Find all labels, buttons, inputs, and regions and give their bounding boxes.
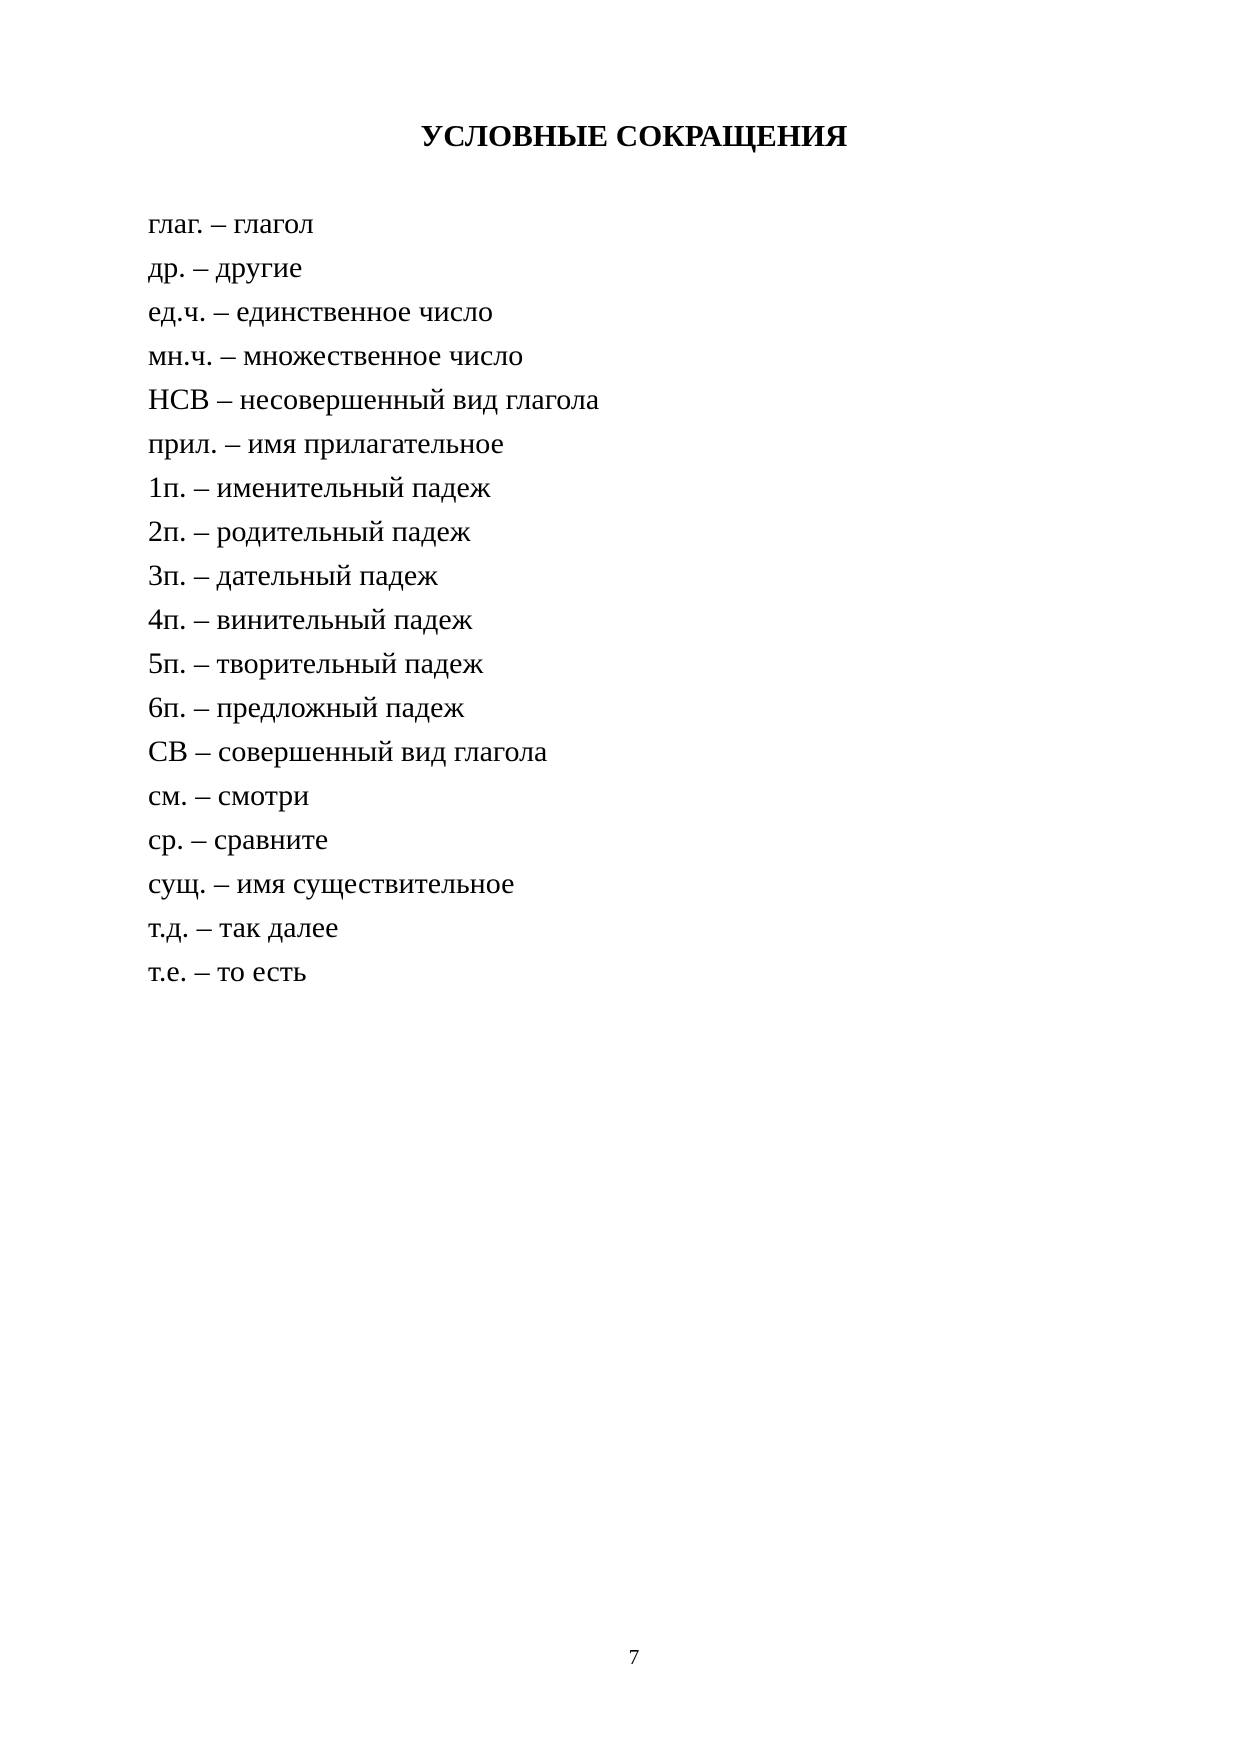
list-item: ед.ч. – единственное число [148,295,494,328]
list-item: глаг. – глагол [148,207,314,240]
list-item: 1п. – именительный падеж [148,471,491,504]
list-item: мн.ч. – множественное число [148,339,524,372]
list-item: 3п. – дательный падеж [148,559,438,592]
list-item: 4п. – винительный падеж [148,603,473,636]
page-title: УСЛОВНЫЕ СОКРАЩЕНИЯ [420,118,848,153]
list-item: 2п. – родительный падеж [148,515,471,548]
list-item: 5п. – творительный падеж [148,647,484,680]
page-number: 7 [628,1645,640,1669]
list-item: НСВ – несовершенный вид глагола [148,383,600,416]
list-item: сущ. – имя существительное [148,867,515,900]
list-item: т.е. – то есть [148,955,307,988]
list-item: т.д. – так далее [148,911,339,944]
list-item: 6п. – предложный падеж [148,691,465,724]
list-item: др. – другие [148,251,303,284]
list-item: СВ – совершенный вид глагола [148,735,548,768]
abbreviation-list [148,202,599,994]
list-item: прил. – имя прилагательное [148,427,504,460]
list-item: см. – смотри [148,779,310,812]
list-item: ср. – сравните [148,823,329,856]
